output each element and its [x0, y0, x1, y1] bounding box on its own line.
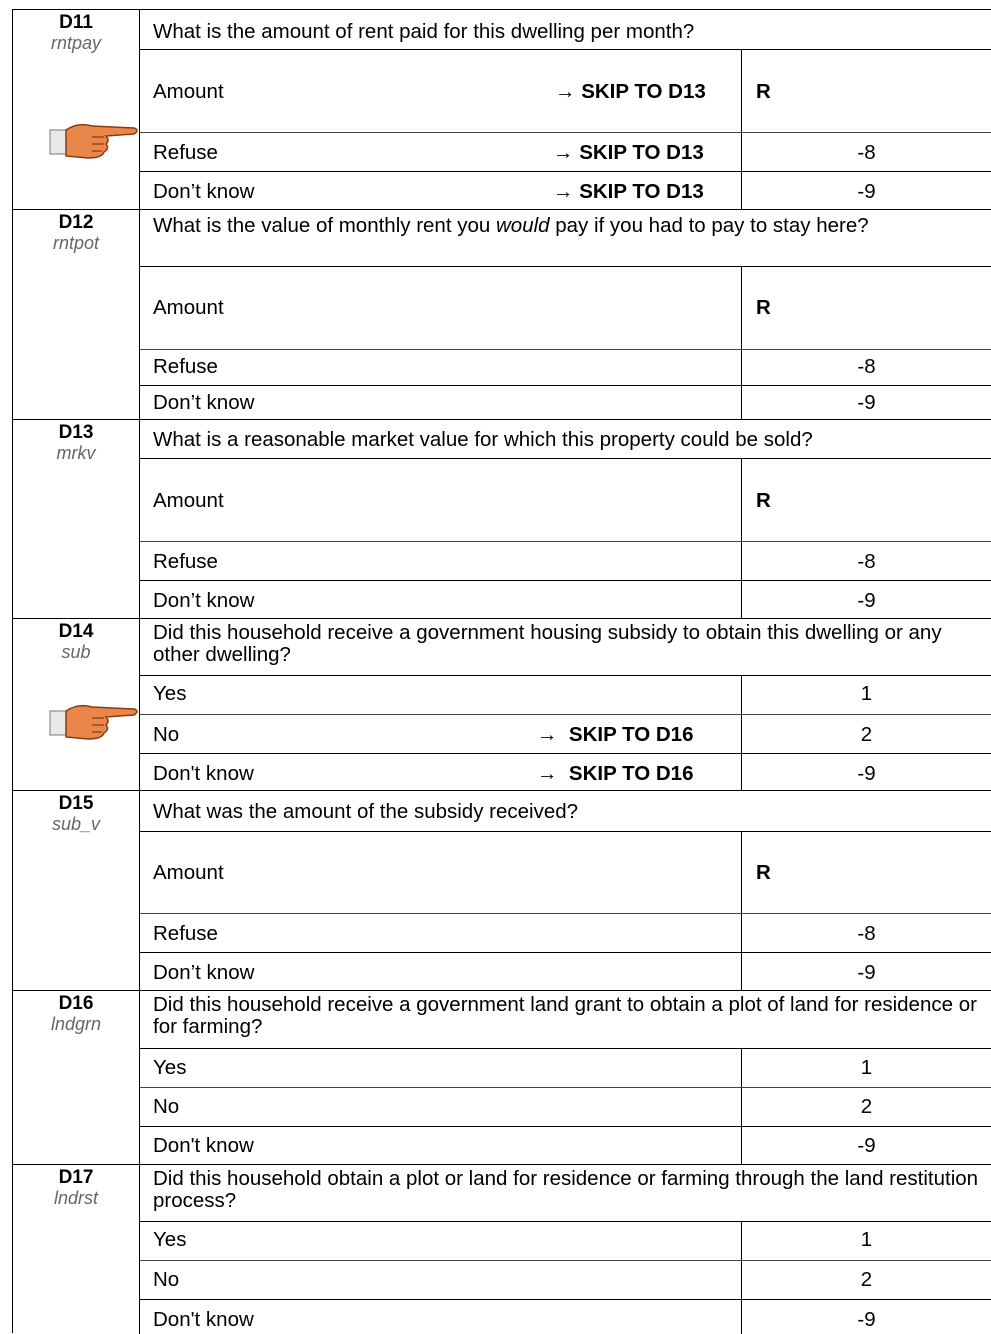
- answer-row-amount: [140, 49, 991, 132]
- skip-target: SKIP TO D13: [581, 80, 706, 103]
- answer-code: -9: [857, 961, 876, 984]
- question-text: What is the amount of rent paid for this dwelling per month?: [153, 20, 695, 43]
- skip-target: SKIP TO D16: [568, 762, 694, 785]
- arrow-icon: →: [555, 80, 576, 103]
- arrow-icon: →: [553, 141, 574, 164]
- answer-code: R: [756, 296, 771, 319]
- question-text-emphasis: would: [495, 214, 550, 237]
- answer-label: No: [153, 1268, 180, 1291]
- answer-row-refuse: [140, 349, 991, 385]
- answer-label: Refuse: [153, 922, 218, 945]
- answer-row-dont-know: [140, 385, 991, 420]
- question-block-d17: [12, 1164, 991, 1333]
- question-block-d16: [12, 990, 991, 1164]
- answer-label: Refuse: [153, 355, 218, 378]
- question-code: D17: [58, 1167, 94, 1188]
- question-code: D16: [58, 993, 94, 1014]
- answer-code: 2: [860, 1268, 873, 1291]
- question-text: [153, 215, 981, 237]
- question-block-d14: [12, 618, 991, 790]
- answer-row-refuse: [140, 132, 991, 171]
- answer-row-yes: [140, 1221, 991, 1260]
- variable-name: lndrst: [53, 1188, 98, 1208]
- answer-label: Yes: [153, 682, 187, 705]
- answer-label: Amount: [153, 861, 224, 884]
- answer-code: 1: [860, 1056, 873, 1079]
- column-divider: [741, 50, 742, 132]
- question-block-d12: [12, 209, 991, 419]
- answer-code: -9: [857, 391, 876, 414]
- variable-name: sub: [61, 642, 91, 662]
- answer-code: R: [756, 489, 771, 512]
- answer-code: 2: [860, 1095, 873, 1118]
- question-code: D12: [58, 212, 94, 233]
- answer-label: Refuse: [153, 141, 218, 164]
- question-text-part: pay if you had to pay to stay here?: [549, 214, 869, 237]
- question-block-d13: [12, 419, 991, 618]
- question-text: What is a reasonable market value for which this property could be sold?: [153, 428, 813, 451]
- question-code: D13: [58, 422, 94, 443]
- skip-instruction: [537, 762, 693, 786]
- question-id: [12, 1168, 140, 1208]
- answer-code: -8: [857, 550, 876, 573]
- answer-row-dont-know: [140, 580, 991, 619]
- question-id: [12, 622, 140, 662]
- answer-row-dont-know: [140, 1299, 991, 1334]
- answer-label: Yes: [153, 1228, 187, 1251]
- answer-label: Don’t know: [153, 589, 255, 612]
- column-divider: [741, 267, 742, 349]
- answer-label: Don’t know: [153, 391, 255, 414]
- answer-label: No: [153, 1095, 180, 1118]
- answer-code: -9: [857, 589, 876, 612]
- answer-label: Don't know: [153, 762, 254, 785]
- question-text: Did this household receive a government land grant to obtain a plot of land for residence or for farming?: [153, 993, 977, 1038]
- answer-row-yes: [140, 1048, 991, 1087]
- answer-code: -9: [857, 180, 876, 203]
- answer-code: -9: [857, 1134, 876, 1157]
- arrow-icon: →: [537, 762, 558, 785]
- skip-target: SKIP TO D16: [568, 723, 694, 746]
- skip-instruction: [553, 180, 704, 204]
- pointing-hand-icon: [48, 118, 140, 160]
- answer-row-refuse: [140, 541, 991, 580]
- pointing-hand-icon: [48, 699, 140, 741]
- answer-row-no: [140, 714, 991, 753]
- arrow-icon: →: [537, 723, 558, 746]
- column-divider: [741, 832, 742, 913]
- question-block-d15: [12, 790, 991, 990]
- question-block-d11: [12, 9, 991, 209]
- answer-row-amount: [140, 831, 991, 913]
- variable-name: rntpay: [50, 33, 102, 53]
- question-code: D11: [59, 12, 93, 33]
- answer-code: -9: [857, 762, 876, 785]
- variable-name: lndgrn: [50, 1014, 102, 1034]
- question-id: [12, 994, 140, 1034]
- answer-code: 1: [860, 682, 873, 705]
- answer-label: Don't know: [153, 1134, 254, 1157]
- answer-label: Amount: [153, 489, 224, 512]
- answer-label: Don't know: [153, 1308, 254, 1331]
- question-text-part: What is the value of monthly rent you: [153, 214, 496, 237]
- answer-code: 1: [860, 1228, 873, 1251]
- answer-label: Refuse: [153, 550, 218, 573]
- answer-row-no: [140, 1260, 991, 1299]
- answer-label: Amount: [153, 80, 224, 103]
- answer-row-dont-know: [140, 753, 991, 791]
- answer-code: R: [756, 861, 771, 884]
- answer-row-refuse: [140, 913, 991, 952]
- answer-code: -9: [857, 1308, 876, 1331]
- question-text: Did this household receive a government housing subsidy to obtain this dwelling or any other dwelling?: [153, 621, 942, 666]
- skip-target: SKIP TO D13: [579, 141, 704, 164]
- question-id: [12, 213, 140, 253]
- question-code: D14: [58, 621, 94, 642]
- question-text: What was the amount of the subsidy received?: [153, 800, 579, 823]
- answer-row-dont-know: [140, 952, 991, 991]
- answer-code: -8: [857, 355, 876, 378]
- answer-code: 2: [860, 723, 873, 746]
- variable-name: rntpot: [52, 233, 100, 253]
- answer-row-no: [140, 1087, 991, 1126]
- arrow-icon: →: [553, 180, 574, 203]
- answer-label: Don’t know: [153, 961, 255, 984]
- answer-row-dont-know: [140, 1126, 991, 1165]
- answer-code: -8: [857, 141, 876, 164]
- skip-instruction: [553, 141, 704, 165]
- question-id: [12, 13, 140, 53]
- question-id: [12, 423, 140, 463]
- answer-row-amount: [140, 458, 991, 541]
- answer-label: Amount: [153, 296, 224, 319]
- answer-row-yes: [140, 675, 991, 714]
- question-code: D15: [58, 793, 94, 814]
- skip-instruction: [537, 723, 693, 747]
- answer-code: -8: [857, 922, 876, 945]
- skip-target: SKIP TO D13: [579, 180, 704, 203]
- question-id: [12, 794, 140, 834]
- column-divider: [741, 459, 742, 541]
- question-text: Did this household obtain a plot or land for residence or farming through the land restitution process?: [153, 1167, 979, 1212]
- answer-row-dont-know: [140, 171, 991, 210]
- answer-label: No: [153, 723, 180, 746]
- answer-code: R: [756, 80, 771, 103]
- answer-label: Don’t know: [153, 180, 255, 203]
- answer-label: Yes: [153, 1056, 187, 1079]
- skip-instruction: [555, 80, 706, 104]
- answer-row-amount: [140, 266, 991, 349]
- variable-name: sub_v: [51, 814, 101, 834]
- variable-name: mrkv: [56, 443, 96, 463]
